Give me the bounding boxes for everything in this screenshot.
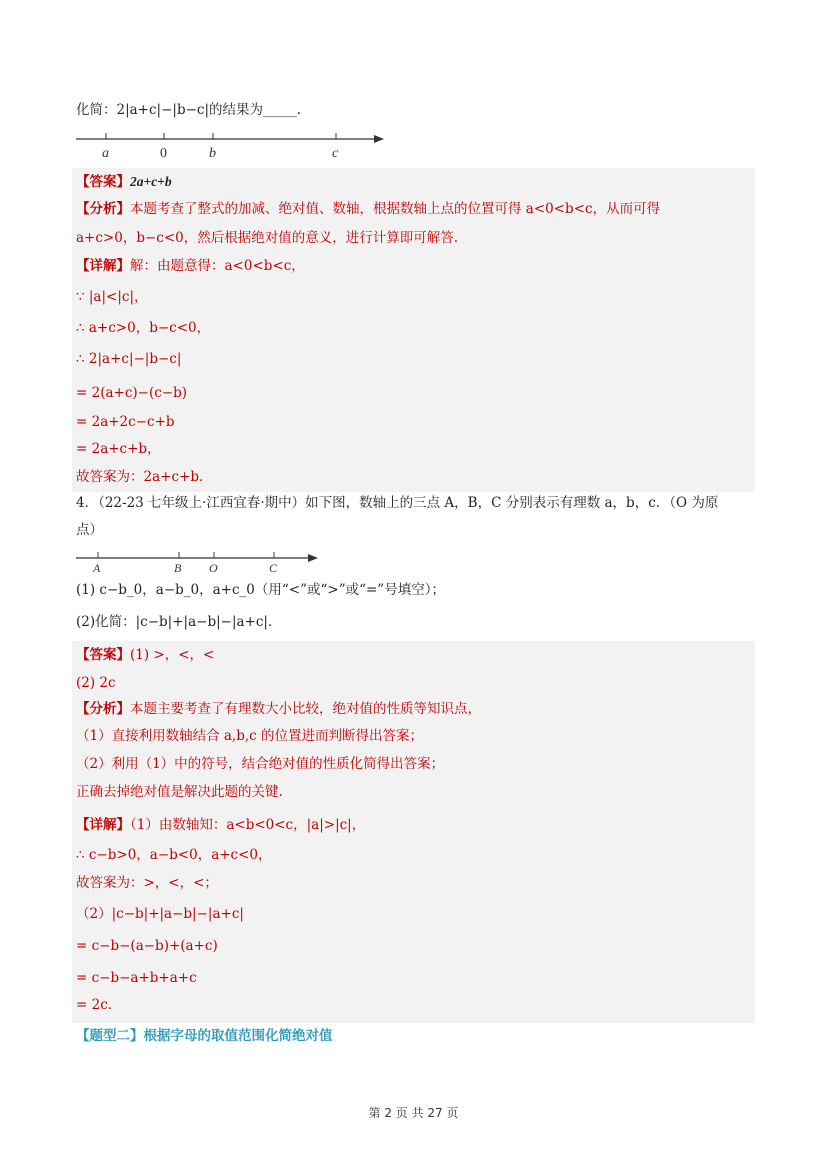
- q4-detail-6: = c−b−a+b+a+c: [76, 970, 197, 986]
- q4-number-line: [74, 550, 334, 578]
- q4-detail-3: 故答案为：>，<，<；: [76, 875, 218, 891]
- q4-answer-1: [76, 645, 214, 665]
- q4-detail-5: = c−b−(a−b)+(a+c): [76, 938, 218, 954]
- nl-label-a: a: [102, 146, 109, 161]
- detail-text: （1）由数轴知：a<b<0<c，|a|>|c|，: [130, 817, 366, 833]
- q4-detail-2: ∴ c−b>0，a−b<0，a+c<0，: [76, 847, 272, 863]
- answer-value: (1) >，<，<: [130, 647, 215, 663]
- nl-label-b: b: [209, 146, 216, 161]
- nl-label-B: B: [174, 561, 182, 575]
- nl-label-O: O: [209, 561, 218, 575]
- q4-detail-7: = 2c．: [76, 997, 122, 1013]
- answer-tag: 【答案】: [76, 647, 130, 663]
- analysis-text: 本题考查了整式的加减、绝对值、数轴，根据数轴上点的位置可得 a<0<b<c，从而可得: [130, 201, 661, 217]
- answer-tag: 【答案】: [76, 174, 130, 190]
- q4-answer-2: (2) 2c: [76, 675, 116, 691]
- section-heading: 【题型二】根据字母的取值范围化简绝对值: [76, 1028, 333, 1044]
- q4-analysis-2: （1）直接利用数轴结合 a,b,c 的位置进而判断得出答案；: [76, 728, 424, 744]
- q4-analysis-4: 正确去掉绝对值是解决此题的关键.: [76, 784, 283, 800]
- page-footer: 第 2 页 共 27 页: [368, 1106, 459, 1120]
- analysis-tag: 【分析】: [76, 701, 130, 717]
- analysis-text: 本题主要考查了有理数大小比较，绝对值的性质等知识点，: [130, 701, 481, 717]
- q4-problem-1: 4．（22-23 七年级上·江西宜春·期中）如下图，数轴上的三点 A，B，C 分别表示有理数 a，b，c．（O 为原: [76, 495, 719, 511]
- detail-tag: 【详解】: [76, 258, 130, 274]
- q4-problem-2: 点）: [76, 522, 103, 538]
- nl-label-C: C: [269, 561, 278, 575]
- q3-detail-1: [76, 256, 305, 276]
- q4-analysis-3: （2）利用（1）中的符号，结合绝对值的性质化简得出答案；: [76, 756, 445, 772]
- q3-detail-4: ∴ 2|a+c|−|b−c|: [76, 351, 182, 367]
- q4-analysis-1: [76, 699, 481, 719]
- q4-detail-4: （2）|c−b|+|a−b|−|a+c|: [76, 906, 244, 922]
- q3-detail-6: = 2a+2c−c+b: [76, 414, 175, 430]
- q3-detail-5: = 2(a+c)−(c−b): [76, 385, 188, 401]
- q4-part2: (2)化简：|c−b|+|a−b|−|a+c|．: [76, 614, 282, 630]
- answer-value: 2a+c+b: [130, 174, 172, 189]
- nl-label-A: A: [93, 561, 101, 575]
- axis-arrow: [308, 554, 318, 562]
- detail-tag: 【详解】: [76, 817, 130, 833]
- nl-label-c: c: [332, 146, 339, 161]
- q3-number-line: [74, 128, 394, 162]
- nl-label-0: 0: [160, 146, 167, 161]
- q3-detail-3: ∴ a+c>0，b−c<0，: [76, 320, 211, 336]
- q3-answer: [76, 172, 172, 192]
- q3-detail-2: ∵ |a|<|c|，: [76, 289, 148, 305]
- q3-detail-8: 故答案为：2a+c+b．: [76, 469, 213, 485]
- q3-problem: 化简：2|a+c|−|b−c|的结果为_____.: [76, 102, 302, 118]
- q4-detail-1: [76, 815, 365, 835]
- axis-arrow: [374, 135, 384, 143]
- q3-analysis-1: [76, 199, 660, 219]
- q4-part1: (1) c−b_0，a−b_0，a+c_0（用“<”或“>”或“=”号填空）；: [76, 582, 445, 598]
- q3-detail-7: = 2a+c+b，: [76, 441, 161, 457]
- q3-analysis-2: a+c>0，b−c<0，然后根据绝对值的意义，进行计算即可解答.: [76, 230, 459, 246]
- analysis-tag: 【分析】: [76, 201, 130, 217]
- detail-text: 解：由题意得：a<0<b<c，: [130, 258, 305, 274]
